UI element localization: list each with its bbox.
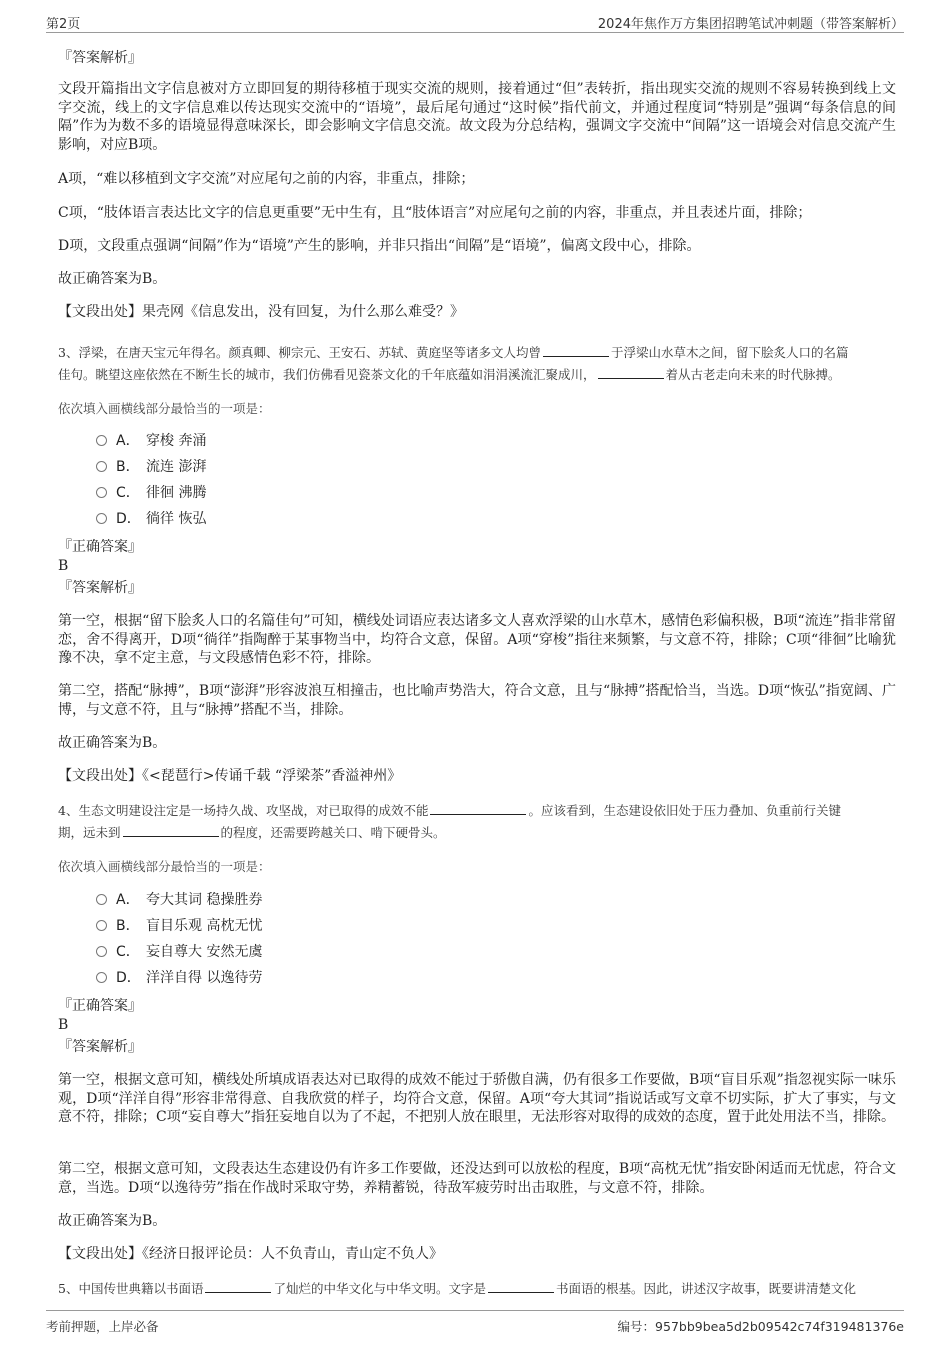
q4-blank-1 [430, 802, 526, 815]
q4-answer: B [58, 1017, 69, 1033]
q3-analysis-p2: 第二空，搭配“脉搏”，B项“澎湃”形容波浪互相撞击，也比喻声势浩大，符合文意，且与“脉搏”搭配恰当，当选。D项“恢弘”指宽阔、广博，与文意不符，且与“脉搏”搭配不当，排除。 [58, 683, 896, 718]
q3-option-a[interactable]: A． 穿梭 奔涌 [96, 431, 206, 451]
q4-option-d[interactable]: D． 洋洋自得 以逸待劳 [96, 968, 262, 988]
q3-option-d[interactable]: D． 徜徉 恢弘 [96, 509, 206, 529]
page-header [46, 10, 904, 33]
footer-slogan: 考前押题，上岸必备 [46, 1319, 159, 1334]
q2-analysis-label: 『答案解析』 [58, 50, 142, 66]
page-footer [46, 1310, 904, 1337]
q4-option-c[interactable]: C． 妄自尊大 安然无虞 [96, 942, 262, 962]
radio-icon[interactable] [96, 894, 107, 905]
radio-icon[interactable] [96, 513, 107, 524]
q4-source: 【文段出处】《经济日报评论员：人不负青山，青山定不负人》 [58, 1246, 443, 1262]
q2-source: 【文段出处】果壳网《信息发出，没有回复，为什么那么难受？》 [58, 304, 464, 320]
radio-icon[interactable] [96, 487, 107, 498]
q2-option-c-note: C项，“肢体语言表达比文字的信息更重要”无中生有，且“肢体语言”对应尾句之前的内容，非重点，并且表述片面，排除； [58, 205, 812, 221]
q5-blank-2 [488, 1280, 554, 1293]
q4-question-text: 4、生态文明建设注定是一场持久战、攻坚战，对已取得的成效不能 。应该看到，生态建设依旧处于压力叠加、负重前行关键 期，远未到 的程度，还需要跨越关口、啃下硬骨头。 [58, 803, 841, 840]
q4-prompt: 依次填入画横线部分最恰当的一项是： [58, 859, 271, 874]
q3-answer: B [58, 558, 69, 574]
q5-blank-1 [205, 1280, 271, 1293]
q4-correct-label: 『正确答案』 [58, 998, 142, 1014]
q3-source: 【文段出处】《<琵琶行>传诵千载 “浮梁茶”香溢神州》 [58, 768, 402, 784]
q3-analysis-p1: 第一空，根据“留下脍炙人口的名篇佳句”可知，横线处词语应表达诸多文人喜欢浮梁的山水草木，感情色彩偏积极，B项“流连”指非常留恋，舍不得离开，D项“徜徉”指陶醉于某事物当中，均符合文意，保留。A项“穿梭”指往来频繁，与文意不符，排除；C项“徘徊”比喻犹豫不决，拿不定主意，与文段感情色彩不符，排除。 [58, 613, 896, 666]
q3-prompt: 依次填入画横线部分最恰当的一项是： [58, 401, 271, 416]
q4-blank-2 [123, 824, 219, 837]
q3-conclusion: 故正确答案为B。 [58, 735, 167, 751]
q3-analysis-label: 『答案解析』 [58, 580, 142, 596]
q3-blank-2 [598, 366, 664, 379]
q4-conclusion: 故正确答案为B。 [58, 1213, 167, 1229]
q2-analysis-text: 文段开篇指出文字信息被对方立即回复的期待移植于现实交流的规则，接着通过“但”表转折，指出现实交流的规则不容易转换到线上文字交流，线上的文字信息难以传达现实交流中的“语境”，最后尾句通过“这时候”指代前文，并通过程度词“特别是”强调“每条信息的间隔”作为为数不多的语境显得意味深长，即会影响文字信息交流。故文段为分总结构，强调文字交流中“间隔”这一语境会对信息交流产生影响，对应B项。 [58, 81, 896, 153]
document-code: 编号：957bb9bea5d2b09542c74f319481376e [617, 1319, 904, 1334]
document-title: 2024年焦作万方集团招聘笔试冲刺题（带答案解析） [597, 17, 904, 32]
q4-analysis-p2: 第二空，根据文意可知，文段表达生态建设仍有许多工作要做，还没达到可以放松的程度，B项“高枕无忧”指安卧闲适而无忧虑，符合文意，当选。D项“以逸待劳”指在作战时采取守势，养精蓄锐，待敌军疲劳时出击取胜，与文意不符，排除。 [58, 1161, 896, 1196]
page-number: 第2页 [46, 17, 81, 32]
radio-icon[interactable] [96, 946, 107, 957]
q4-analysis-p1: 第一空，根据文意可知，横线处所填成语表达对已取得的成效不能过于骄傲自满，仍有很多工作要做，B项“盲目乐观”指忽视实际一味乐观，D项“洋洋自得”形容非常得意、自我欣赏的样子，均符合文意，保留。A项“夸大其词”指说话或写文章不切实际，扩大了事实，与文意不符，排除；C项“妄自尊大”指狂妄地自以为了不起，不把别人放在眼里，无法形容对取得的成效的态度，置于此处用法不当，排除。 [58, 1072, 896, 1125]
radio-icon[interactable] [96, 972, 107, 983]
radio-icon[interactable] [96, 920, 107, 931]
q2-option-d-note: D项，文段重点强调“间隔”作为“语境”产生的影响，并非只指出“间隔”是“语境”，偏离文段中心，排除。 [58, 238, 701, 254]
q3-option-b[interactable]: B． 流连 澎湃 [96, 457, 206, 477]
q3-correct-label: 『正确答案』 [58, 539, 142, 555]
q5-question-text: 5、中国传世典籍以书面语 了灿烂的中华文化与中华文明。文字是 书面语的根基。因此，讲述汉字故事，既要讲清楚文化 [58, 1281, 856, 1296]
q2-conclusion: 故正确答案为B。 [58, 271, 167, 287]
q4-analysis-label: 『答案解析』 [58, 1039, 142, 1055]
q3-option-c[interactable]: C． 徘徊 沸腾 [96, 483, 206, 503]
q4-option-b[interactable]: B． 盲目乐观 高枕无忧 [96, 916, 262, 936]
q4-option-a[interactable]: A． 夸大其词 稳操胜券 [96, 890, 262, 910]
q2-option-a-note: A项，“难以移植到文字交流”对应尾句之前的内容，非重点，排除； [58, 171, 475, 187]
q3-blank-1 [543, 344, 609, 357]
q3-question-text: 3、浮梁，在唐天宝元年得名。颜真卿、柳宗元、王安石、苏轼、黄庭坚等诸多文人均曾 于浮梁山水草木之间，留下脍炙人口的名篇 佳句。眺望这座依然在不断生长的城市，我们仿佛看见瓷茶文化的千年底蕴如涓涓溪流汇聚成川， 着从古老走向未来的时代脉搏。 [58, 345, 849, 382]
radio-icon[interactable] [96, 461, 107, 472]
radio-icon[interactable] [96, 435, 107, 446]
